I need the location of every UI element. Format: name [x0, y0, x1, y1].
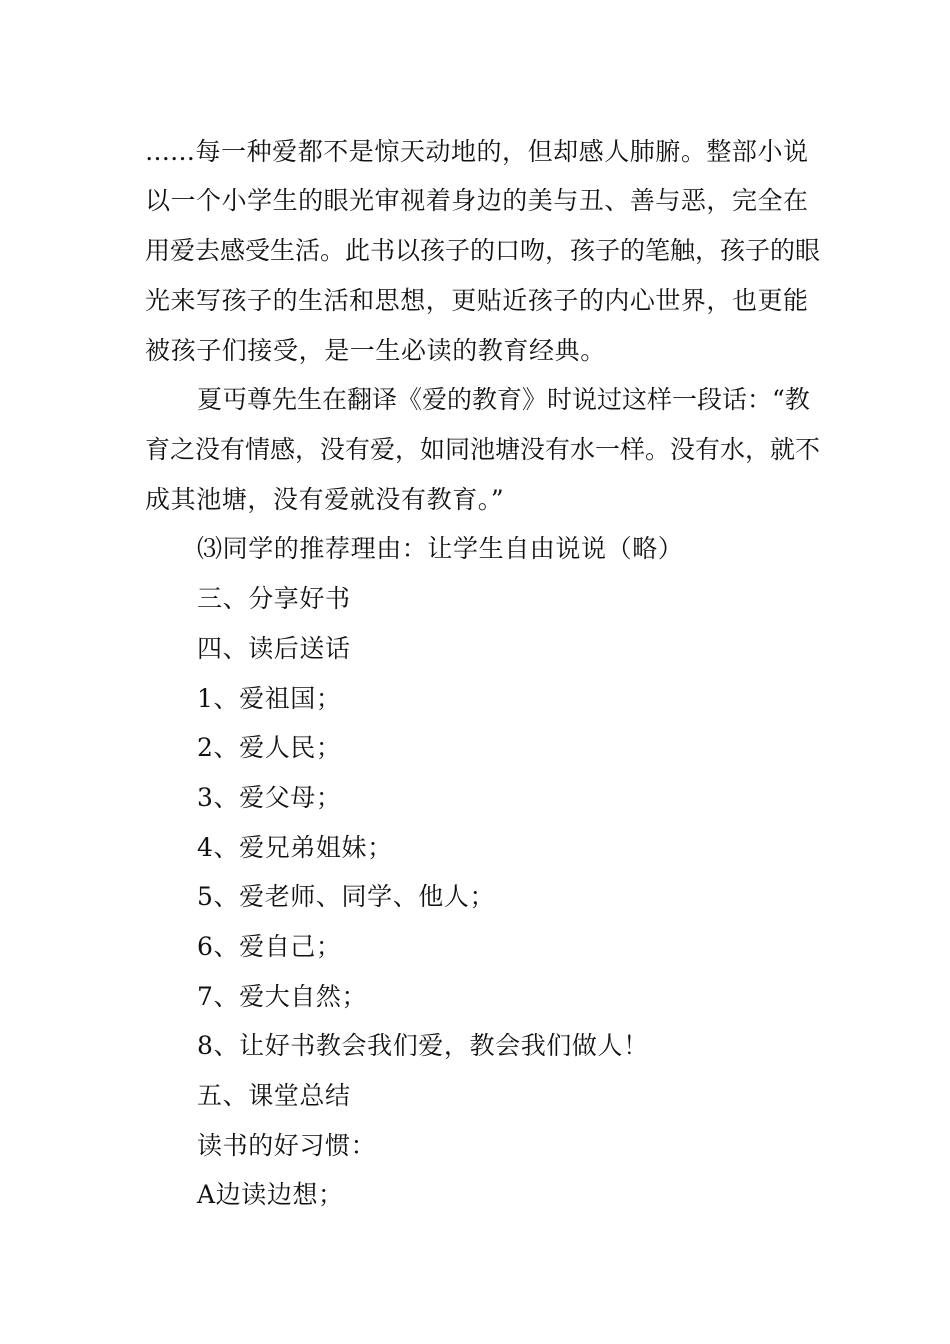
love-item-2: 2、爱人民；	[197, 733, 342, 762]
love-item-4: 4、爱兄弟姐妹；	[197, 833, 393, 862]
paragraph-2-line-3: 成其池塘，没有爱就没有教育。”	[145, 485, 505, 514]
section-5-heading: 五、课堂总结	[197, 1081, 351, 1110]
paragraph-1-line-4: 光来写孩子的生活和思想，更贴近孩子的内心世界，也更能	[145, 286, 808, 315]
paragraph-2-line-2: 育之没有情感，没有爱，如同池塘没有水一样。没有水，就不	[145, 435, 821, 464]
habit-a: A边读边想；	[197, 1180, 344, 1209]
paragraph-1-line-5: 被孩子们接受，是一生必读的教育经典。	[145, 336, 606, 365]
recommend-reason: ⑶同学的推荐理由：让学生自由说说（略）	[197, 534, 684, 563]
paragraph-2-line-1: 夏丏尊先生在翻译《爱的教育》时说过这样一段话：“教	[197, 385, 810, 414]
paragraph-1-line-3: 用爱去感受生活。此书以孩子的口吻，孩子的笔触，孩子的眼	[145, 236, 821, 265]
section-4-heading: 四、读后送话	[197, 634, 351, 663]
love-item-1: 1、爱祖国；	[197, 684, 342, 713]
love-item-3: 3、爱父母；	[197, 783, 342, 812]
love-item-8: 8、让好书教会我们爱，教会我们做人！	[197, 1031, 649, 1060]
love-item-5: 5、爱老师、同学、他人；	[197, 882, 496, 911]
section-3-heading: 三、分享好书	[197, 584, 351, 613]
habits-title: 读书的好习惯：	[197, 1131, 377, 1160]
paragraph-1-line-2: 以一个小学生的眼光审视着身边的美与丑、善与恶，完全在	[145, 186, 808, 215]
paragraph-1-line-1: ……每一种爱都不是惊天动地的，但却感人肺腑。整部小说	[145, 137, 808, 166]
love-item-6: 6、爱自己；	[197, 932, 342, 961]
love-item-7: 7、爱大自然；	[197, 982, 368, 1011]
